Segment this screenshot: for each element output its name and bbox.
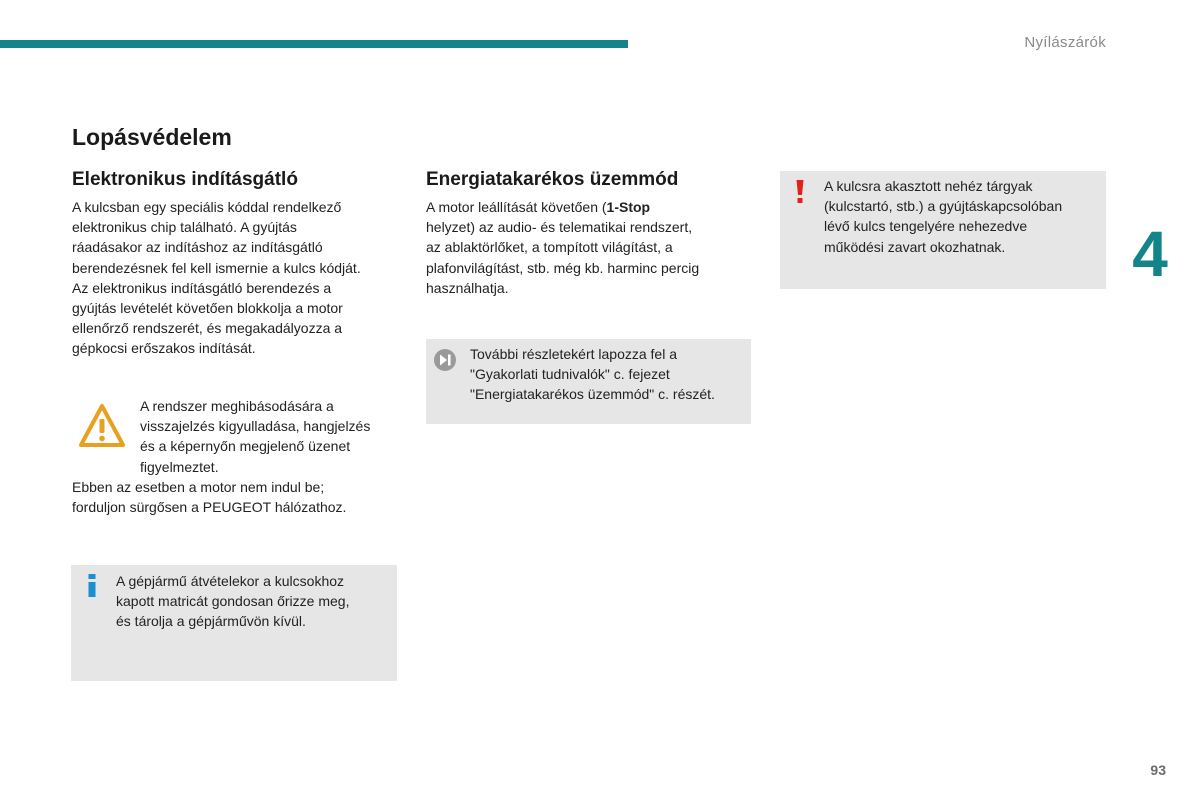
info-line: A gépjármű átvételekor a kulcsokhoz xyxy=(116,573,345,589)
danger-line: A kulcsra akasztott nehéz tárgyak xyxy=(824,178,1033,194)
info-note-text xyxy=(116,571,391,632)
paragraph-line: gyújtás levételét követően blokkolja a motor xyxy=(72,300,343,317)
header-accent-bar xyxy=(0,40,628,48)
warning-line: visszajelzés kigyulladása, hangjelzés xyxy=(140,418,371,435)
energy-saving-paragraph xyxy=(426,197,756,298)
chapter-number: 4 xyxy=(1132,218,1168,290)
paragraph-line: plafonvilágítást, stb. még kb. harminc percig xyxy=(426,259,700,276)
paragraph-line: A motor leállítását követően ( xyxy=(426,199,607,215)
danger-line: lévő kulcs tengelyére nehezedve xyxy=(824,218,1028,235)
paragraph-line: Az elektronikus indításgátló berendezés a xyxy=(72,279,332,296)
tip-line: További részletekért lapozza fel a xyxy=(470,346,677,362)
paragraph-line: elektronikus chip található. A gyújtás xyxy=(72,219,297,236)
warning-line: és a képernyőn megjelenő üzenet xyxy=(140,438,351,455)
followup-line: Ebben az esetben a motor nem indul be; xyxy=(72,479,325,495)
warning-triangle-icon xyxy=(78,403,126,449)
paragraph-line: berendezésnek fel kell ismernie a kulcs kódját. xyxy=(72,259,361,276)
warning-line: A rendszer meghibásodására a xyxy=(140,398,334,414)
page-title: Lopásvédelem xyxy=(72,124,232,150)
danger-note-text xyxy=(824,176,1100,257)
page-number: 93 xyxy=(1150,762,1166,778)
subtitle-energy-saving: Energiatakarékos üzemmód xyxy=(426,169,679,190)
danger-line: működési zavart okozhatnak. xyxy=(824,238,1006,255)
warning-followup-text xyxy=(72,477,412,517)
exclamation-icon xyxy=(794,180,806,204)
paragraph-line: A kulcsban egy speciális kóddal rendelkező xyxy=(72,199,342,215)
skip-forward-icon xyxy=(433,348,457,372)
paragraph-line: gépkocsi erőszakos indítását. xyxy=(72,340,256,357)
paragraph-line: helyzet) az audio- és telematikai rendszert, xyxy=(426,219,693,236)
warning-line: figyelmeztet. xyxy=(140,458,219,475)
info-line: és tárolja a gépjárművön kívül. xyxy=(116,613,306,630)
followup-line: forduljon sürgősen a PEUGEOT hálózathoz. xyxy=(72,499,347,516)
paragraph-line: használhatja. xyxy=(426,279,509,296)
paragraph-line: az ablaktörlőket, a tompított világítást, a xyxy=(426,239,673,256)
tip-line: "Energiatakarékos üzemmód" c. részét. xyxy=(470,386,715,403)
warning-text xyxy=(140,396,410,477)
info-icon xyxy=(86,574,98,598)
info-line: kapott matricát gondosan őrizze meg, xyxy=(116,593,350,610)
paragraph-line: ellenőrző rendszerét, és megakadályozza a xyxy=(72,320,343,337)
danger-line: (kulcstartó, stb.) a gyújtáskapcsolóban xyxy=(824,198,1063,215)
tip-note-text xyxy=(470,344,746,405)
section-label: Nyílászárók xyxy=(1024,34,1106,51)
immobiliser-paragraph xyxy=(72,197,412,359)
paragraph-line: ráadásakor az indításhoz az indításgátló xyxy=(72,239,323,256)
subtitle-immobiliser: Elektronikus indításgátló xyxy=(72,169,298,190)
tip-line: "Gyakorlati tudnivalók" c. fejezet xyxy=(470,366,670,383)
stop-position-label: 1-Stop xyxy=(606,199,651,215)
